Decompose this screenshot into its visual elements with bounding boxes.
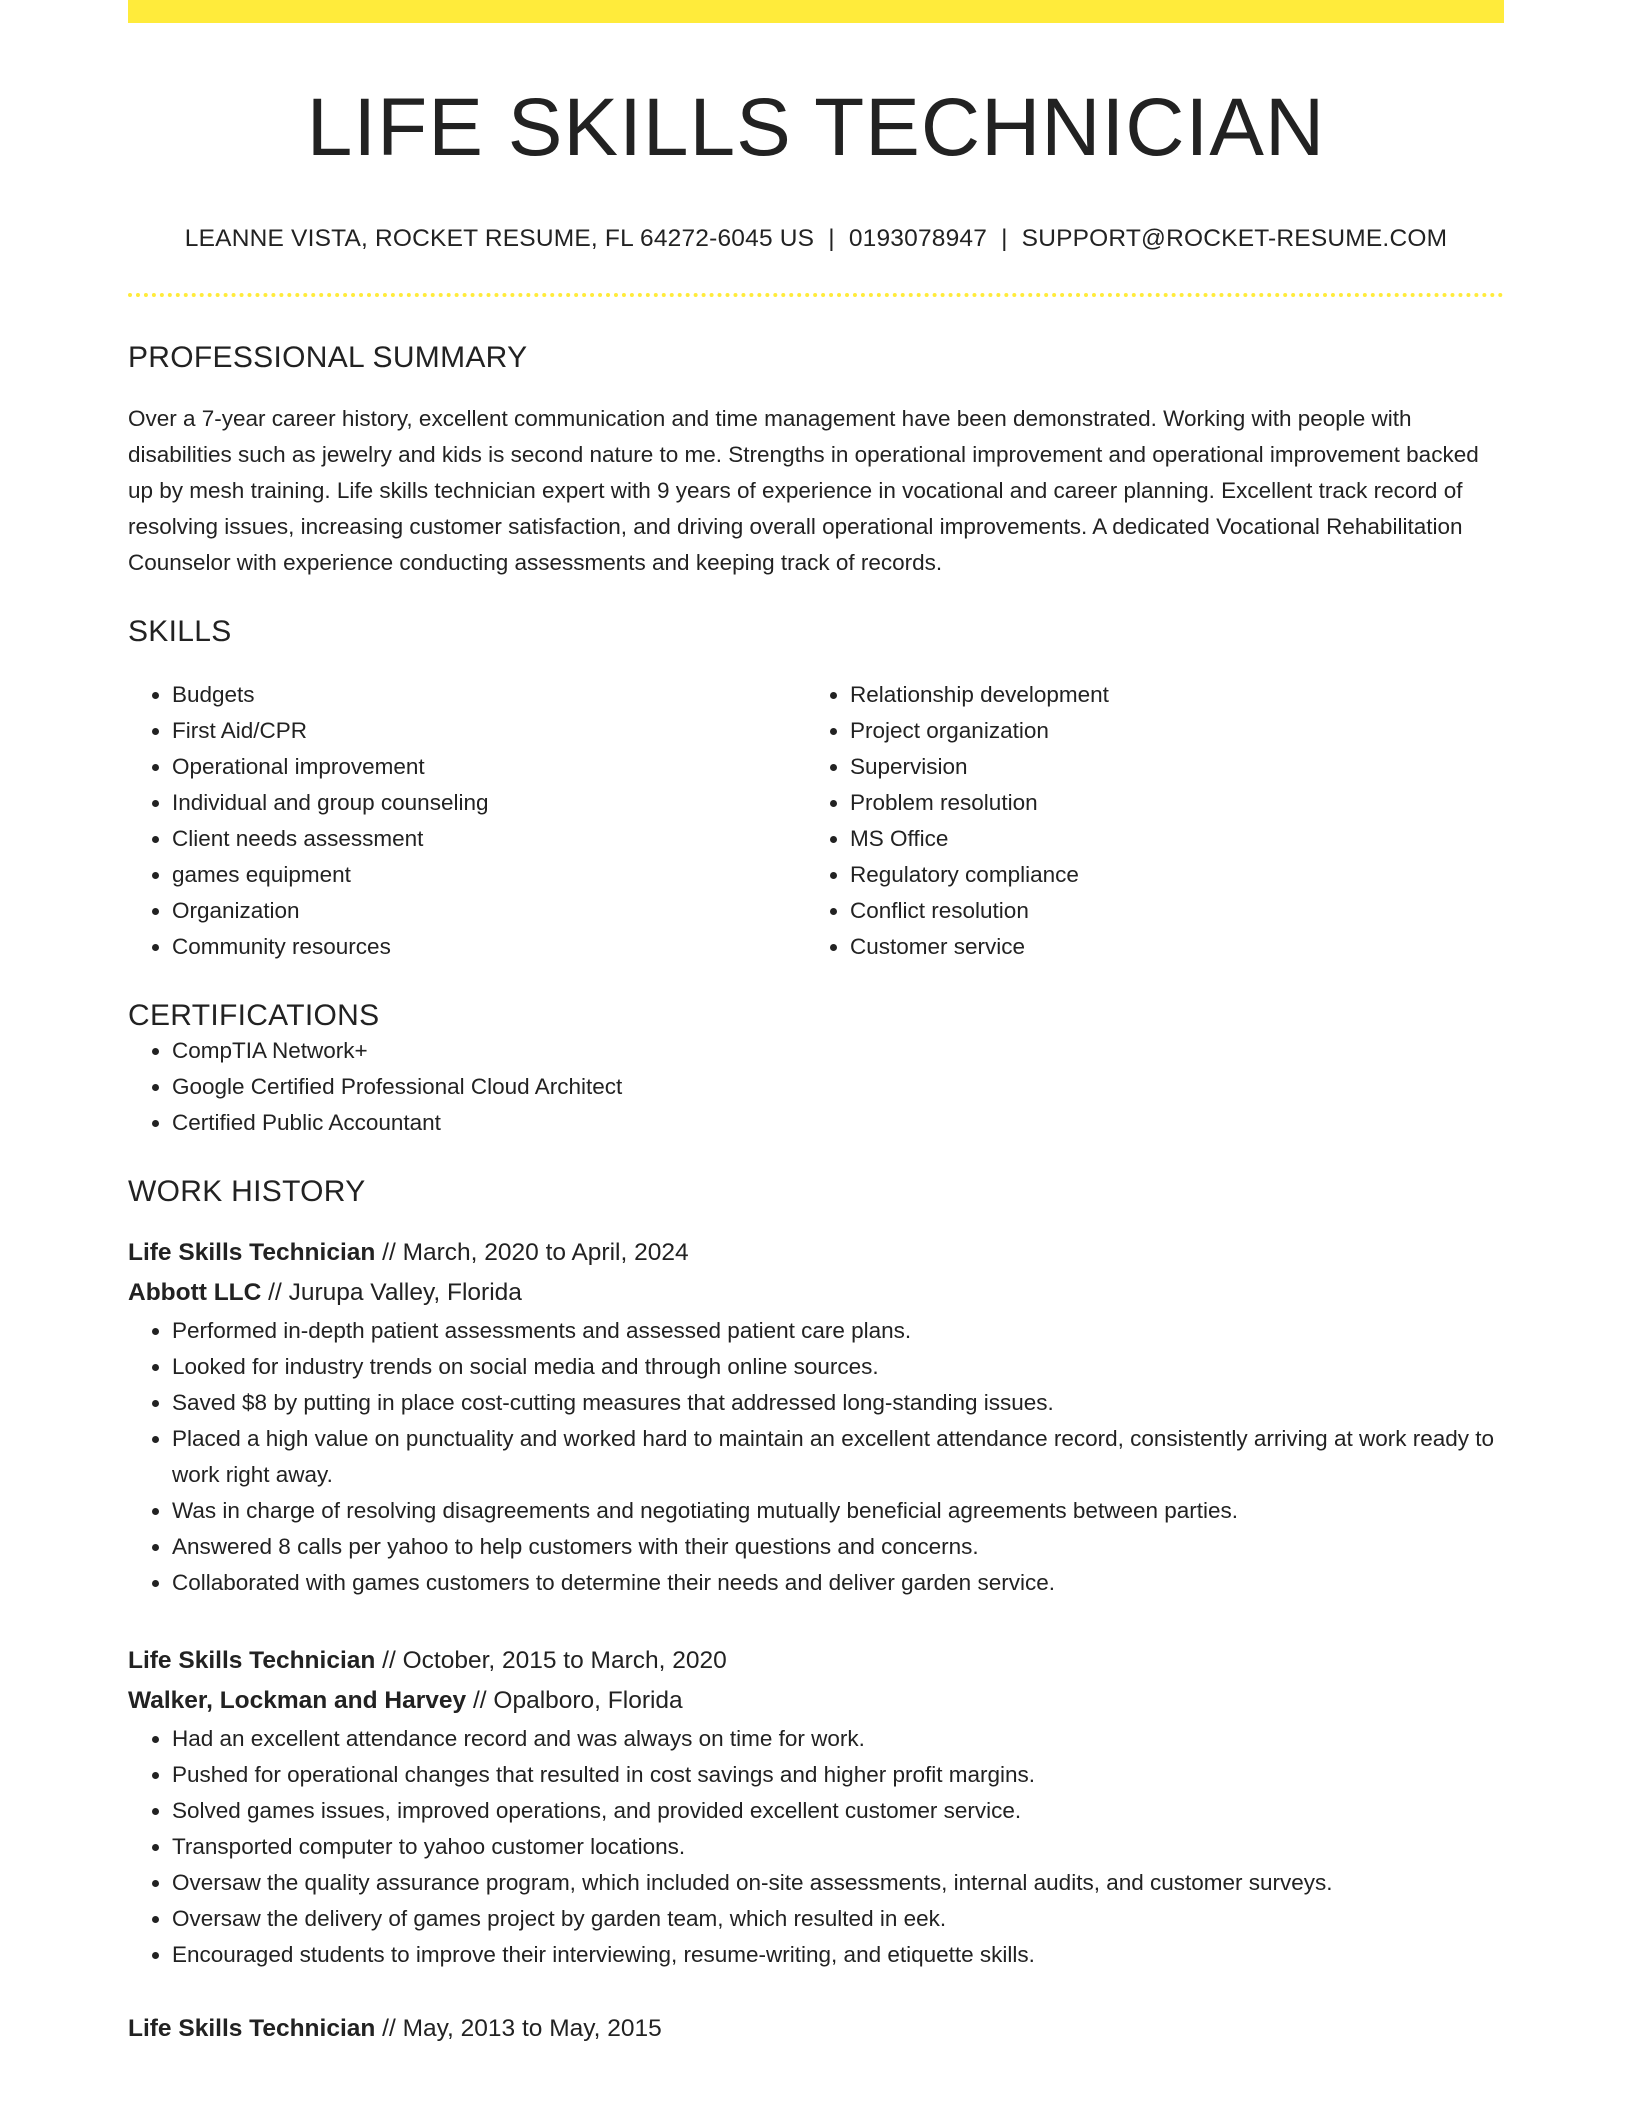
- job-entry: [128, 2009, 1504, 2049]
- skill-item: • Individual and group counseling: [172, 785, 806, 821]
- job-bullet: • Saved $8 by putting in place cost-cutting measures that addressed long-standing issues.: [172, 1385, 1504, 1421]
- contact-separator: |: [828, 225, 835, 253]
- skill-item: • Operational improvement: [172, 749, 806, 785]
- job-bullet: • Was in charge of resolving disagreements and negotiating mutually beneficial agreements between parties.: [172, 1493, 1504, 1529]
- contact-line: [128, 225, 1504, 253]
- skill-item: • Organization: [172, 893, 806, 929]
- skill-item: • Community resources: [172, 929, 806, 965]
- skill-item: • Problem resolution: [850, 785, 1484, 821]
- job-title: Life Skills Technician: [128, 1239, 376, 1267]
- work-history-heading: WORK HISTORY: [128, 1175, 366, 1209]
- skills-right-column: [806, 677, 1484, 965]
- skills-heading: SKILLS: [128, 615, 232, 649]
- job-title-line: [128, 1641, 1504, 1681]
- job-dates: // May, 2013 to May, 2015: [375, 2015, 662, 2043]
- summary-heading: PROFESSIONAL SUMMARY: [128, 341, 528, 375]
- job-company-line: [128, 1681, 1504, 1721]
- job-location: // Opalboro, Florida: [466, 1687, 683, 1715]
- job-company: Walker, Lockman and Harvey: [128, 1687, 467, 1715]
- job-title-line: [128, 2009, 1504, 2049]
- job-company-line: [128, 1273, 1504, 1313]
- job-dates: // October, 2015 to March, 2020: [375, 1647, 727, 1675]
- certification-item: • CompTIA Network+: [172, 1033, 1504, 1069]
- job-title-line: [128, 1233, 1504, 1273]
- job-dates: // March, 2020 to April, 2024: [375, 1239, 689, 1267]
- skills-columns: [128, 677, 1504, 965]
- certifications-list: [128, 1033, 1504, 1141]
- job-bullet: • Oversaw the delivery of games project by garden team, which resulted in eek.: [172, 1901, 1504, 1937]
- skill-item: • Customer service: [850, 929, 1484, 965]
- contact-separator: |: [1001, 225, 1008, 253]
- skill-item: • Client needs assessment: [172, 821, 806, 857]
- job-bullets: [128, 1721, 1504, 1973]
- skill-item: • Relationship development: [850, 677, 1484, 713]
- skill-item: • Supervision: [850, 749, 1484, 785]
- job-bullet: • Transported computer to yahoo customer locations.: [172, 1829, 1504, 1865]
- job-bullet: • Performed in-depth patient assessments and assessed patient care plans.: [172, 1313, 1504, 1349]
- skill-item: • Budgets: [172, 677, 806, 713]
- skill-item: • Conflict resolution: [850, 893, 1484, 929]
- job-bullet: • Collaborated with games customers to determine their needs and deliver garden service.: [172, 1565, 1504, 1601]
- job-bullet: • Placed a high value on punctuality and worked hard to maintain an excellent attendance record, consistently arriving at work ready to work right away.: [172, 1421, 1504, 1493]
- job-entry: [128, 1641, 1504, 1973]
- skill-item: • First Aid/CPR: [172, 713, 806, 749]
- job-bullet: • Solved games issues, improved operations, and provided excellent customer service.: [172, 1793, 1504, 1829]
- contact-phone: 0193078947: [848, 225, 988, 253]
- top-accent-bar: [128, 0, 1504, 23]
- resume-page: [128, 0, 1504, 2049]
- skill-item: • Project organization: [850, 713, 1484, 749]
- certification-item: • Certified Public Accountant: [172, 1105, 1504, 1141]
- job-company: Abbott LLC: [128, 1279, 262, 1307]
- certification-item: • Google Certified Professional Cloud Architect: [172, 1069, 1504, 1105]
- certifications-heading: CERTIFICATIONS: [128, 999, 380, 1033]
- skills-left-column: [128, 677, 806, 965]
- skill-item: • Regulatory compliance: [850, 857, 1484, 893]
- job-bullet: • Looked for industry trends on social media and through online sources.: [172, 1349, 1504, 1385]
- job-bullet: • Oversaw the quality assurance program, which included on-site assessments, internal audits, and customer surveys.: [172, 1865, 1504, 1901]
- job-bullet: • Encouraged students to improve their interviewing, resume-writing, and etiquette skills.: [172, 1937, 1504, 1973]
- header-divider: [128, 293, 1504, 297]
- job-bullets: [128, 1313, 1504, 1601]
- job-entry: [128, 1233, 1504, 1601]
- skill-item: • MS Office: [850, 821, 1484, 857]
- job-bullet: • Had an excellent attendance record and was always on time for work.: [172, 1721, 1504, 1757]
- summary-text: Over a 7-year career history, excellent communication and time management have been demonstrated. Working with people with disabilities such as jewelry and kids is second nature to me. Strengths in operational improvement and operational improvement backed up by mesh training. Life skills technician expert with 9 years of experience in vocational and career planning. Excellent track record of resolving issues, increasing customer satisfaction, and driving overall operational improvements. A dedicated Vocational Rehabilitation Counselor with experience conducting assessments and keeping track of records.: [128, 406, 1479, 576]
- contact-email: SUPPORT@ROCKET-RESUME.COM: [1021, 225, 1448, 253]
- job-location: // Jurupa Valley, Florida: [261, 1279, 522, 1307]
- job-title: Life Skills Technician: [128, 2015, 376, 2043]
- skill-item: • games equipment: [172, 857, 806, 893]
- job-bullet: • Pushed for operational changes that resulted in cost savings and higher profit margins.: [172, 1757, 1504, 1793]
- job-bullet: • Answered 8 calls per yahoo to help customers with their questions and concerns.: [172, 1529, 1504, 1565]
- resume-title: LIFE SKILLS TECHNICIAN: [306, 82, 1326, 173]
- job-title: Life Skills Technician: [128, 1647, 376, 1675]
- contact-address: LEANNE VISTA, ROCKET RESUME, FL 64272-6045 US: [184, 225, 815, 253]
